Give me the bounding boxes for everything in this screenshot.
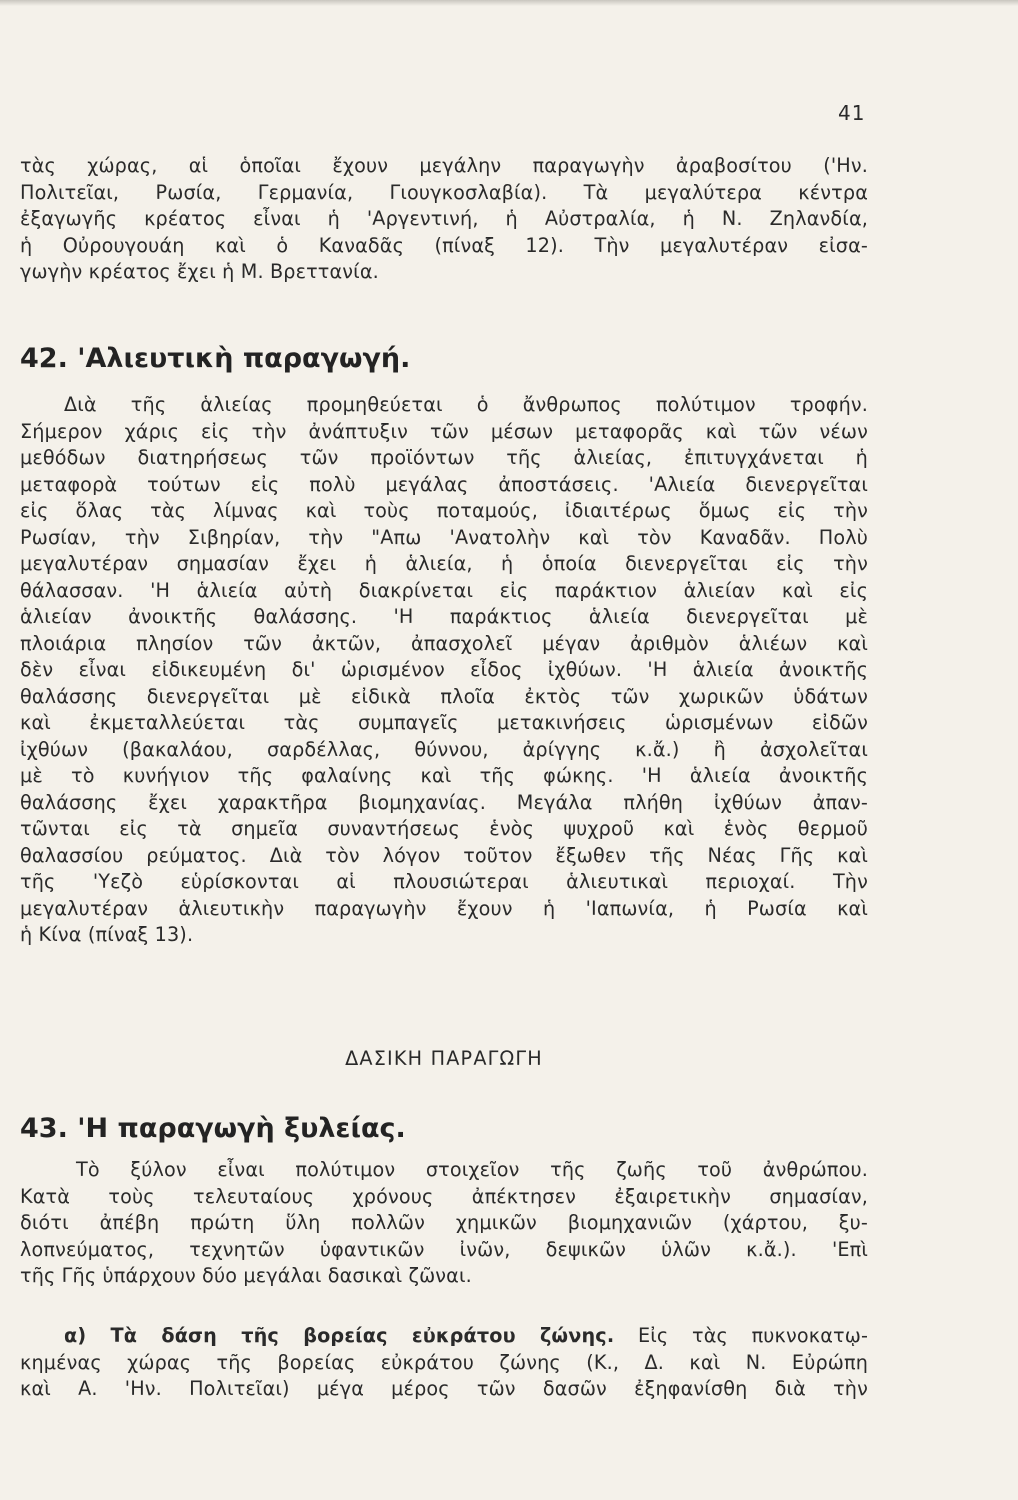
text-line: γωγὴν κρέατος ἔχει ἡ Μ. Βρεττανία. <box>20 260 379 283</box>
text-line: ἐξαγωγῆς κρέατος εἶναι ἡ 'Αργεντινή, ἡ Αὐστραλία, ἡ Ν. Ζηλανδία, <box>20 207 868 230</box>
subsection-a-first-line <box>20 1323 868 1350</box>
text-line: Ρωσίαν, τὴν Σιβηρίαν, τὴν "Απω 'Ανατολὴν καὶ τὸν Καναδᾶν. Πολὺ <box>20 525 868 549</box>
text-line: ἰχθύων (βακαλάου, σαρδέλλας, θύννου, ἀρίγγης κ.ἄ.) ἢ ἀσχολεῖται <box>20 737 868 761</box>
section-42-heading: 42. 'Αλιευτικὴ παραγωγή. <box>20 343 411 374</box>
text-line: μεγαλυτέραν σημασίαν ἔχει ἡ ἁλιεία, ἡ ὁποία διενεργεῖται εἰς τὴν <box>20 552 868 575</box>
section-43-body <box>20 1157 868 1290</box>
text-line: Πολιτεῖαι, Ρωσία, Γερμανία, Γιουγκοσλαβία). Τὰ μεγαλύτερα κέντρα <box>20 180 868 204</box>
intro-paragraph <box>20 153 868 286</box>
page-number: 41 <box>838 101 866 125</box>
text-line: θαλάσσης διενεργεῖται μὲ εἰδικὰ πλοῖα ἐκτὸς τῶν χωρικῶν ὑδάτων <box>20 684 868 708</box>
text-line: δὲν εἶναι εἰδικευμένη δι' ὡρισμένον εἶδος ἰχθύων. 'Η ἁλιεία ἀνοικτῆς <box>20 658 868 681</box>
text-line: τῶνται εἰς τὰ σημεῖα συναντήσεως ἑνὸς ψυχροῦ καὶ ἑνὸς θερμοῦ <box>20 817 868 840</box>
page-top-edge <box>0 0 1018 6</box>
text-line: Κατὰ τοὺς τελευταίους χρόνους ἀπέκτησεν ἐξαιρετικὴν σημασίαν, <box>20 1184 868 1208</box>
section-43-heading: 43. 'Η παραγωγὴ ξυλείας. <box>20 1113 406 1144</box>
text-line: λοπνεύματος, τεχνητῶν ὑφαντικῶν ἰνῶν, δεψικῶν ὑλῶν κ.ἄ.). 'Επὶ <box>20 1237 868 1261</box>
subsection-a-lead: α) Τὰ δάση τῆς βορείας εὐκράτου ζώνης. <box>64 1324 615 1347</box>
text-line: μεθόδων διατηρήσεως τῶν προϊόντων τῆς ἁλιείας, ἐπιτυγχάνεται ἡ <box>20 446 868 469</box>
section-title: ΔΑΣΙΚΗ ΠΑΡΑΓΩΓΗ <box>345 1047 543 1070</box>
text-line: διότι ἀπέβη πρώτη ὕλη πολλῶν χημικῶν βιομηχανιῶν (χάρτου, ξυ- <box>20 1211 868 1234</box>
text-line: κημένας χώρας τῆς βορείας εὐκράτου ζώνης (Κ., Δ. καὶ Ν. Εὐρώπη <box>20 1350 868 1374</box>
text-line: Διὰ τῆς ἁλιείας προμηθεύεται ὁ ἄνθρωπος πολύτιμον τροφήν. <box>64 393 868 416</box>
text-line: τῆς 'Υεζὸ εὑρίσκονται αἱ πλουσιώτεραι ἁλιευτικαὶ περιοχαί. Τὴν <box>20 870 868 893</box>
text-line: καὶ Α. 'Ην. Πολιτεῖαι) μέγα μέρος τῶν δασῶν ἐξηφανίσθη διὰ τὴν <box>20 1377 868 1400</box>
text-line: Τὸ ξύλον εἶναι πολύτιμον στοιχεῖον τῆς ζωῆς τοῦ ἀνθρώπου. <box>76 1158 868 1181</box>
text-line: τὰς χώρας, αἱ ὁποῖαι ἔχουν μεγάλην παραγωγὴν ἀραβοσίτου ('Ην. <box>20 154 868 177</box>
text-line: ἡ Κίνα (πίναξ 13). <box>20 923 194 946</box>
text-line: ἡ Οὐρουγουάη καὶ ὁ Καναδᾶς (πίναξ 12). Τὴν μεγαλυτέραν εἰσα- <box>20 233 868 257</box>
text-line: Σήμερον χάρις εἰς τὴν ἀνάπτυξιν τῶν μέσων μεταφορᾶς καὶ τῶν νέων <box>20 419 868 443</box>
text-line: μεταφορὰ τούτων εἰς πολὺ μεγάλας ἀποστάσεις. 'Αλιεία διενεργεῖται <box>20 472 868 496</box>
subsection-a <box>20 1323 868 1403</box>
text-line: εἰς ὅλας τὰς λίμνας καὶ τοὺς ποταμούς, ἰδιαιτέρως ὅμως εἰς τὴν <box>20 499 868 522</box>
text-line: μὲ τὸ κυνήγιον τῆς φαλαίνης καὶ τῆς φώκης. 'Η ἁλιεία ἀνοικτῆς <box>20 764 868 787</box>
subsection-a-lead-rest: Εἰς τὰς πυκνοκατῳ- <box>637 1324 869 1347</box>
section-42-body <box>20 392 868 949</box>
text-line: θαλασσίου ρεύματος. Διὰ τὸν λόγον τοῦτον ἔξωθεν τῆς Νέας Γῆς καὶ <box>20 843 868 867</box>
text-line: τῆς Γῆς ὑπάρχουν δύο μεγάλαι δασικαὶ ζῶναι. <box>20 1264 472 1287</box>
text-line: ἁλιείαν ἀνοικτῆς θαλάσσης. 'Η παράκτιος ἁλιεία διενεργεῖται μὲ <box>20 605 868 628</box>
text-line: μεγαλυτέραν ἁλιευτικὴν παραγωγὴν ἔχουν ἡ 'Ιαπωνία, ἡ Ρωσία καὶ <box>20 896 868 920</box>
text-line: πλοιάρια πλησίον τῶν ἀκτῶν, ἀπασχολεῖ μέγαν ἀριθμὸν ἁλιέων καὶ <box>20 631 868 655</box>
text-line: θάλασσαν. 'Η ἁλιεία αὐτὴ διακρίνεται εἰς παράκτιον ἁλιείαν καὶ εἰς <box>20 578 868 602</box>
text-line: καὶ ἐκμεταλλεύεται τὰς συμπαγεῖς μετακινήσεις ὡρισμένων εἰδῶν <box>20 711 868 734</box>
text-line: θαλάσσης ἔχει χαρακτῆρα βιομηχανίας. Μεγάλα πλήθη ἰχθύων ἀπαν- <box>20 790 868 814</box>
